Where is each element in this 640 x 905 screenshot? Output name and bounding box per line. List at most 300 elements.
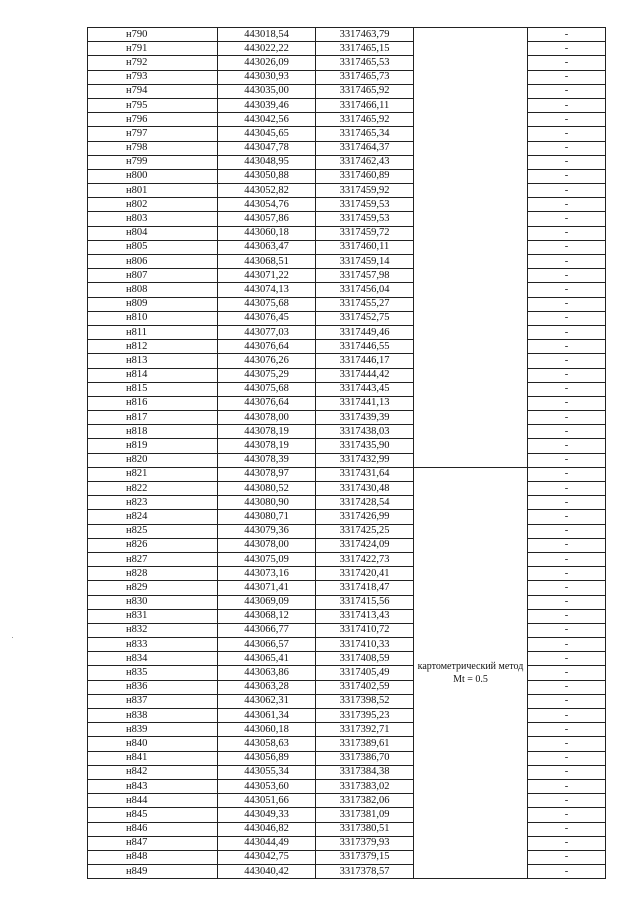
x-coordinate-cell: 443078,19: [218, 439, 316, 453]
point-name-cell: н817: [88, 411, 218, 425]
y-coordinate-cell: 3317456,04: [316, 283, 414, 297]
accuracy-cell: -: [528, 411, 606, 425]
table-row: [88, 453, 606, 467]
x-coordinate-cell: 443048,95: [218, 155, 316, 169]
x-coordinate-cell: 443065,41: [218, 652, 316, 666]
x-coordinate-cell: 443018,54: [218, 28, 316, 42]
point-name-cell: н825: [88, 524, 218, 538]
accuracy-cell: -: [528, 453, 606, 467]
x-coordinate-cell: 443040,42: [218, 865, 316, 879]
point-name-cell: н812: [88, 340, 218, 354]
x-coordinate-cell: 443066,77: [218, 623, 316, 637]
y-coordinate-cell: 3317380,51: [316, 822, 414, 836]
table-row: [88, 609, 606, 623]
y-coordinate-cell: 3317457,98: [316, 269, 414, 283]
accuracy-cell: -: [528, 368, 606, 382]
accuracy-cell: -: [528, 226, 606, 240]
accuracy-cell: -: [528, 808, 606, 822]
table-row: [88, 865, 606, 879]
x-coordinate-cell: 443049,33: [218, 808, 316, 822]
x-coordinate-cell: 443052,82: [218, 184, 316, 198]
table-row: [88, 311, 606, 325]
accuracy-cell: -: [528, 155, 606, 169]
table-row: [88, 779, 606, 793]
point-name-cell: н828: [88, 567, 218, 581]
point-name-cell: н800: [88, 169, 218, 183]
accuracy-cell: -: [528, 694, 606, 708]
x-coordinate-cell: 443045,65: [218, 127, 316, 141]
accuracy-cell: -: [528, 623, 606, 637]
y-coordinate-cell: 3317438,03: [316, 425, 414, 439]
accuracy-cell: -: [528, 396, 606, 410]
y-coordinate-cell: 3317439,39: [316, 411, 414, 425]
y-coordinate-cell: 3317465,53: [316, 56, 414, 70]
y-coordinate-cell: 3317398,52: [316, 694, 414, 708]
y-coordinate-cell: 3317420,41: [316, 567, 414, 581]
table-row: [88, 325, 606, 339]
x-coordinate-cell: 443055,34: [218, 765, 316, 779]
point-name-cell: н797: [88, 127, 218, 141]
x-coordinate-cell: 443080,71: [218, 510, 316, 524]
point-name-cell: н822: [88, 482, 218, 496]
y-coordinate-cell: 3317465,92: [316, 84, 414, 98]
x-coordinate-cell: 443071,22: [218, 269, 316, 283]
x-coordinate-cell: 443030,93: [218, 70, 316, 84]
y-coordinate-cell: 3317459,14: [316, 255, 414, 269]
y-coordinate-cell: 3317466,11: [316, 98, 414, 112]
table-row: [88, 623, 606, 637]
x-coordinate-cell: 443075,68: [218, 297, 316, 311]
table-row: [88, 56, 606, 70]
y-coordinate-cell: 3317465,73: [316, 70, 414, 84]
point-name-cell: н794: [88, 84, 218, 98]
point-name-cell: н799: [88, 155, 218, 169]
accuracy-cell: -: [528, 723, 606, 737]
accuracy-cell: -: [528, 212, 606, 226]
table-row: [88, 155, 606, 169]
method-cell: [414, 28, 528, 468]
y-coordinate-cell: 3317459,53: [316, 198, 414, 212]
accuracy-cell: -: [528, 354, 606, 368]
table-row: [88, 567, 606, 581]
table-row: [88, 127, 606, 141]
y-coordinate-cell: 3317383,02: [316, 779, 414, 793]
table-row: [88, 113, 606, 127]
x-coordinate-cell: 443078,19: [218, 425, 316, 439]
y-coordinate-cell: 3317462,43: [316, 155, 414, 169]
table-row: [88, 850, 606, 864]
point-name-cell: н834: [88, 652, 218, 666]
y-coordinate-cell: 3317441,13: [316, 396, 414, 410]
table-row: [88, 709, 606, 723]
x-coordinate-cell: 443060,18: [218, 723, 316, 737]
point-name-cell: н833: [88, 638, 218, 652]
table-row: [88, 297, 606, 311]
accuracy-cell: -: [528, 638, 606, 652]
point-name-cell: н836: [88, 680, 218, 694]
accuracy-cell: -: [528, 311, 606, 325]
accuracy-cell: -: [528, 581, 606, 595]
accuracy-cell: -: [528, 184, 606, 198]
y-coordinate-cell: 3317426,99: [316, 510, 414, 524]
point-name-cell: н837: [88, 694, 218, 708]
table-row: [88, 822, 606, 836]
point-name-cell: н838: [88, 709, 218, 723]
y-coordinate-cell: 3317422,73: [316, 552, 414, 566]
y-coordinate-cell: 3317459,53: [316, 212, 414, 226]
table-row: [88, 70, 606, 84]
point-name-cell: н827: [88, 552, 218, 566]
y-coordinate-cell: 3317444,42: [316, 368, 414, 382]
y-coordinate-cell: 3317432,99: [316, 453, 414, 467]
x-coordinate-cell: 443079,36: [218, 524, 316, 538]
point-name-cell: н823: [88, 496, 218, 510]
table-row: [88, 836, 606, 850]
accuracy-cell: -: [528, 255, 606, 269]
accuracy-cell: -: [528, 439, 606, 453]
accuracy-cell: -: [528, 822, 606, 836]
table-row: [88, 240, 606, 254]
y-coordinate-cell: 3317446,17: [316, 354, 414, 368]
point-name-cell: н847: [88, 836, 218, 850]
point-name-cell: н811: [88, 325, 218, 339]
point-name-cell: н801: [88, 184, 218, 198]
accuracy-cell: -: [528, 169, 606, 183]
point-name-cell: н826: [88, 538, 218, 552]
y-coordinate-cell: 3317415,56: [316, 595, 414, 609]
y-coordinate-cell: 3317389,61: [316, 737, 414, 751]
x-coordinate-cell: 443069,09: [218, 595, 316, 609]
accuracy-cell: -: [528, 496, 606, 510]
table-row: [88, 524, 606, 538]
point-name-cell: н818: [88, 425, 218, 439]
table-row: [88, 595, 606, 609]
y-coordinate-cell: 3317460,11: [316, 240, 414, 254]
x-coordinate-cell: 443076,64: [218, 396, 316, 410]
table-row: [88, 28, 606, 42]
y-coordinate-cell: 3317384,38: [316, 765, 414, 779]
table-row: [88, 84, 606, 98]
point-name-cell: н806: [88, 255, 218, 269]
point-name-cell: н849: [88, 865, 218, 879]
point-name-cell: н830: [88, 595, 218, 609]
accuracy-cell: -: [528, 779, 606, 793]
table-row: [88, 652, 606, 666]
y-coordinate-cell: 3317382,06: [316, 794, 414, 808]
x-coordinate-cell: 443061,34: [218, 709, 316, 723]
y-coordinate-cell: 3317379,93: [316, 836, 414, 850]
y-coordinate-cell: 3317464,37: [316, 141, 414, 155]
point-name-cell: н804: [88, 226, 218, 240]
accuracy-cell: -: [528, 595, 606, 609]
coordinates-table: [87, 27, 606, 879]
y-coordinate-cell: 3317381,09: [316, 808, 414, 822]
table-row: [88, 354, 606, 368]
point-name-cell: н809: [88, 297, 218, 311]
y-coordinate-cell: 3317430,48: [316, 482, 414, 496]
point-name-cell: н803: [88, 212, 218, 226]
point-name-cell: н793: [88, 70, 218, 84]
x-coordinate-cell: 443077,03: [218, 325, 316, 339]
table-row: [88, 694, 606, 708]
point-name-cell: н843: [88, 779, 218, 793]
y-coordinate-cell: 3317425,25: [316, 524, 414, 538]
table-row: [88, 467, 606, 481]
accuracy-cell: -: [528, 297, 606, 311]
accuracy-cell: -: [528, 850, 606, 864]
accuracy-cell: -: [528, 467, 606, 481]
x-coordinate-cell: 443078,00: [218, 411, 316, 425]
point-name-cell: н813: [88, 354, 218, 368]
table-row: [88, 538, 606, 552]
table-row: [88, 269, 606, 283]
table-row: [88, 425, 606, 439]
point-name-cell: н841: [88, 751, 218, 765]
accuracy-cell: -: [528, 98, 606, 112]
table-row: [88, 638, 606, 652]
x-coordinate-cell: 443068,12: [218, 609, 316, 623]
accuracy-cell: -: [528, 652, 606, 666]
table-row: [88, 680, 606, 694]
accuracy-cell: -: [528, 141, 606, 155]
table-row: [88, 226, 606, 240]
accuracy-cell: -: [528, 198, 606, 212]
x-coordinate-cell: 443068,51: [218, 255, 316, 269]
point-name-cell: н842: [88, 765, 218, 779]
accuracy-cell: -: [528, 340, 606, 354]
point-name-cell: н824: [88, 510, 218, 524]
point-name-cell: н790: [88, 28, 218, 42]
x-coordinate-cell: 443044,49: [218, 836, 316, 850]
y-coordinate-cell: 3317418,47: [316, 581, 414, 595]
x-coordinate-cell: 443026,09: [218, 56, 316, 70]
y-coordinate-cell: 3317379,15: [316, 850, 414, 864]
table-row: [88, 581, 606, 595]
accuracy-cell: -: [528, 382, 606, 396]
accuracy-cell: -: [528, 709, 606, 723]
point-name-cell: н835: [88, 666, 218, 680]
table-row: [88, 439, 606, 453]
x-coordinate-cell: 443063,86: [218, 666, 316, 680]
table-row: [88, 765, 606, 779]
accuracy-cell: -: [528, 751, 606, 765]
table-row: [88, 496, 606, 510]
y-coordinate-cell: 3317408,59: [316, 652, 414, 666]
point-name-cell: н844: [88, 794, 218, 808]
y-coordinate-cell: 3317405,49: [316, 666, 414, 680]
point-name-cell: н819: [88, 439, 218, 453]
accuracy-cell: -: [528, 567, 606, 581]
table-row: [88, 808, 606, 822]
y-coordinate-cell: 3317460,89: [316, 169, 414, 183]
y-coordinate-cell: 3317428,54: [316, 496, 414, 510]
y-coordinate-cell: 3317446,55: [316, 340, 414, 354]
point-name-cell: н816: [88, 396, 218, 410]
x-coordinate-cell: 443042,75: [218, 850, 316, 864]
y-coordinate-cell: 3317459,92: [316, 184, 414, 198]
x-coordinate-cell: 443075,09: [218, 552, 316, 566]
table-row: [88, 552, 606, 566]
point-name-cell: н846: [88, 822, 218, 836]
accuracy-cell: -: [528, 538, 606, 552]
table-row: [88, 666, 606, 680]
y-coordinate-cell: 3317465,34: [316, 127, 414, 141]
x-coordinate-cell: 443050,88: [218, 169, 316, 183]
table-row: [88, 98, 606, 112]
point-name-cell: н810: [88, 311, 218, 325]
x-coordinate-cell: 443076,45: [218, 311, 316, 325]
x-coordinate-cell: 443076,26: [218, 354, 316, 368]
point-name-cell: н795: [88, 98, 218, 112]
accuracy-cell: -: [528, 84, 606, 98]
accuracy-cell: -: [528, 325, 606, 339]
x-coordinate-cell: 443075,68: [218, 382, 316, 396]
table-row: [88, 396, 606, 410]
y-coordinate-cell: 3317424,09: [316, 538, 414, 552]
table-row: [88, 751, 606, 765]
table-row: [88, 42, 606, 56]
point-name-cell: н802: [88, 198, 218, 212]
y-coordinate-cell: 3317431,64: [316, 467, 414, 481]
table-row: [88, 411, 606, 425]
y-coordinate-cell: 3317435,90: [316, 439, 414, 453]
table-row: [88, 737, 606, 751]
table-row: [88, 255, 606, 269]
x-coordinate-cell: 443053,60: [218, 779, 316, 793]
point-name-cell: н829: [88, 581, 218, 595]
y-coordinate-cell: 3317465,92: [316, 113, 414, 127]
y-coordinate-cell: 3317459,72: [316, 226, 414, 240]
table-row: [88, 510, 606, 524]
y-coordinate-cell: 3317378,57: [316, 865, 414, 879]
accuracy-cell: -: [528, 836, 606, 850]
accuracy-cell: -: [528, 510, 606, 524]
accuracy-cell: -: [528, 609, 606, 623]
y-coordinate-cell: 3317465,15: [316, 42, 414, 56]
accuracy-cell: -: [528, 794, 606, 808]
x-coordinate-cell: 443063,47: [218, 240, 316, 254]
accuracy-cell: -: [528, 70, 606, 84]
x-coordinate-cell: 443058,63: [218, 737, 316, 751]
accuracy-cell: -: [528, 42, 606, 56]
table-row: [88, 368, 606, 382]
y-coordinate-cell: 3317443,45: [316, 382, 414, 396]
point-name-cell: н821: [88, 467, 218, 481]
accuracy-cell: -: [528, 240, 606, 254]
point-name-cell: н814: [88, 368, 218, 382]
y-coordinate-cell: 3317463,79: [316, 28, 414, 42]
x-coordinate-cell: 443035,00: [218, 84, 316, 98]
point-name-cell: н808: [88, 283, 218, 297]
point-name-cell: н815: [88, 382, 218, 396]
accuracy-cell: -: [528, 482, 606, 496]
x-coordinate-cell: 443056,89: [218, 751, 316, 765]
x-coordinate-cell: 443062,31: [218, 694, 316, 708]
accuracy-cell: -: [528, 552, 606, 566]
point-name-cell: н839: [88, 723, 218, 737]
accuracy-cell: -: [528, 127, 606, 141]
x-coordinate-cell: 443080,90: [218, 496, 316, 510]
point-name-cell: н848: [88, 850, 218, 864]
point-name-cell: н791: [88, 42, 218, 56]
accuracy-cell: -: [528, 865, 606, 879]
point-name-cell: н831: [88, 609, 218, 623]
y-coordinate-cell: 3317449,46: [316, 325, 414, 339]
y-coordinate-cell: 3317395,23: [316, 709, 414, 723]
point-name-cell: н805: [88, 240, 218, 254]
coordinates-table-body: [88, 28, 606, 879]
point-name-cell: н832: [88, 623, 218, 637]
x-coordinate-cell: 443022,22: [218, 42, 316, 56]
x-coordinate-cell: 443066,57: [218, 638, 316, 652]
x-coordinate-cell: 443080,52: [218, 482, 316, 496]
accuracy-cell: -: [528, 765, 606, 779]
y-coordinate-cell: 3317410,72: [316, 623, 414, 637]
table-row: [88, 169, 606, 183]
accuracy-cell: -: [528, 269, 606, 283]
y-coordinate-cell: 3317455,27: [316, 297, 414, 311]
scan-speck: [12, 637, 13, 638]
point-name-cell: н807: [88, 269, 218, 283]
table-row: [88, 382, 606, 396]
y-coordinate-cell: 3317392,71: [316, 723, 414, 737]
table-row: [88, 212, 606, 226]
x-coordinate-cell: 443042,56: [218, 113, 316, 127]
table-row: [88, 723, 606, 737]
point-name-cell: н796: [88, 113, 218, 127]
x-coordinate-cell: 443078,00: [218, 538, 316, 552]
table-row: [88, 794, 606, 808]
x-coordinate-cell: 443071,41: [218, 581, 316, 595]
point-name-cell: н820: [88, 453, 218, 467]
accuracy-cell: -: [528, 425, 606, 439]
y-coordinate-cell: 3317410,33: [316, 638, 414, 652]
point-name-cell: н840: [88, 737, 218, 751]
table-row: [88, 482, 606, 496]
method-cell: картометрический метод Mt = 0.5: [414, 467, 528, 878]
table-row: [88, 141, 606, 155]
y-coordinate-cell: 3317402,59: [316, 680, 414, 694]
accuracy-cell: -: [528, 283, 606, 297]
x-coordinate-cell: 443057,86: [218, 212, 316, 226]
x-coordinate-cell: 443063,28: [218, 680, 316, 694]
x-coordinate-cell: 443039,46: [218, 98, 316, 112]
point-name-cell: н798: [88, 141, 218, 155]
y-coordinate-cell: 3317452,75: [316, 311, 414, 325]
y-coordinate-cell: 3317413,43: [316, 609, 414, 623]
accuracy-cell: -: [528, 737, 606, 751]
table-row: [88, 198, 606, 212]
accuracy-cell: -: [528, 680, 606, 694]
x-coordinate-cell: 443054,76: [218, 198, 316, 212]
x-coordinate-cell: 443073,16: [218, 567, 316, 581]
x-coordinate-cell: 443047,78: [218, 141, 316, 155]
x-coordinate-cell: 443051,66: [218, 794, 316, 808]
accuracy-cell: -: [528, 28, 606, 42]
table-row: [88, 283, 606, 297]
accuracy-cell: -: [528, 666, 606, 680]
y-coordinate-cell: 3317386,70: [316, 751, 414, 765]
x-coordinate-cell: 443078,97: [218, 467, 316, 481]
point-name-cell: н845: [88, 808, 218, 822]
point-name-cell: н792: [88, 56, 218, 70]
x-coordinate-cell: 443074,13: [218, 283, 316, 297]
accuracy-cell: -: [528, 524, 606, 538]
accuracy-cell: -: [528, 56, 606, 70]
x-coordinate-cell: 443060,18: [218, 226, 316, 240]
x-coordinate-cell: 443075,29: [218, 368, 316, 382]
x-coordinate-cell: 443078,39: [218, 453, 316, 467]
